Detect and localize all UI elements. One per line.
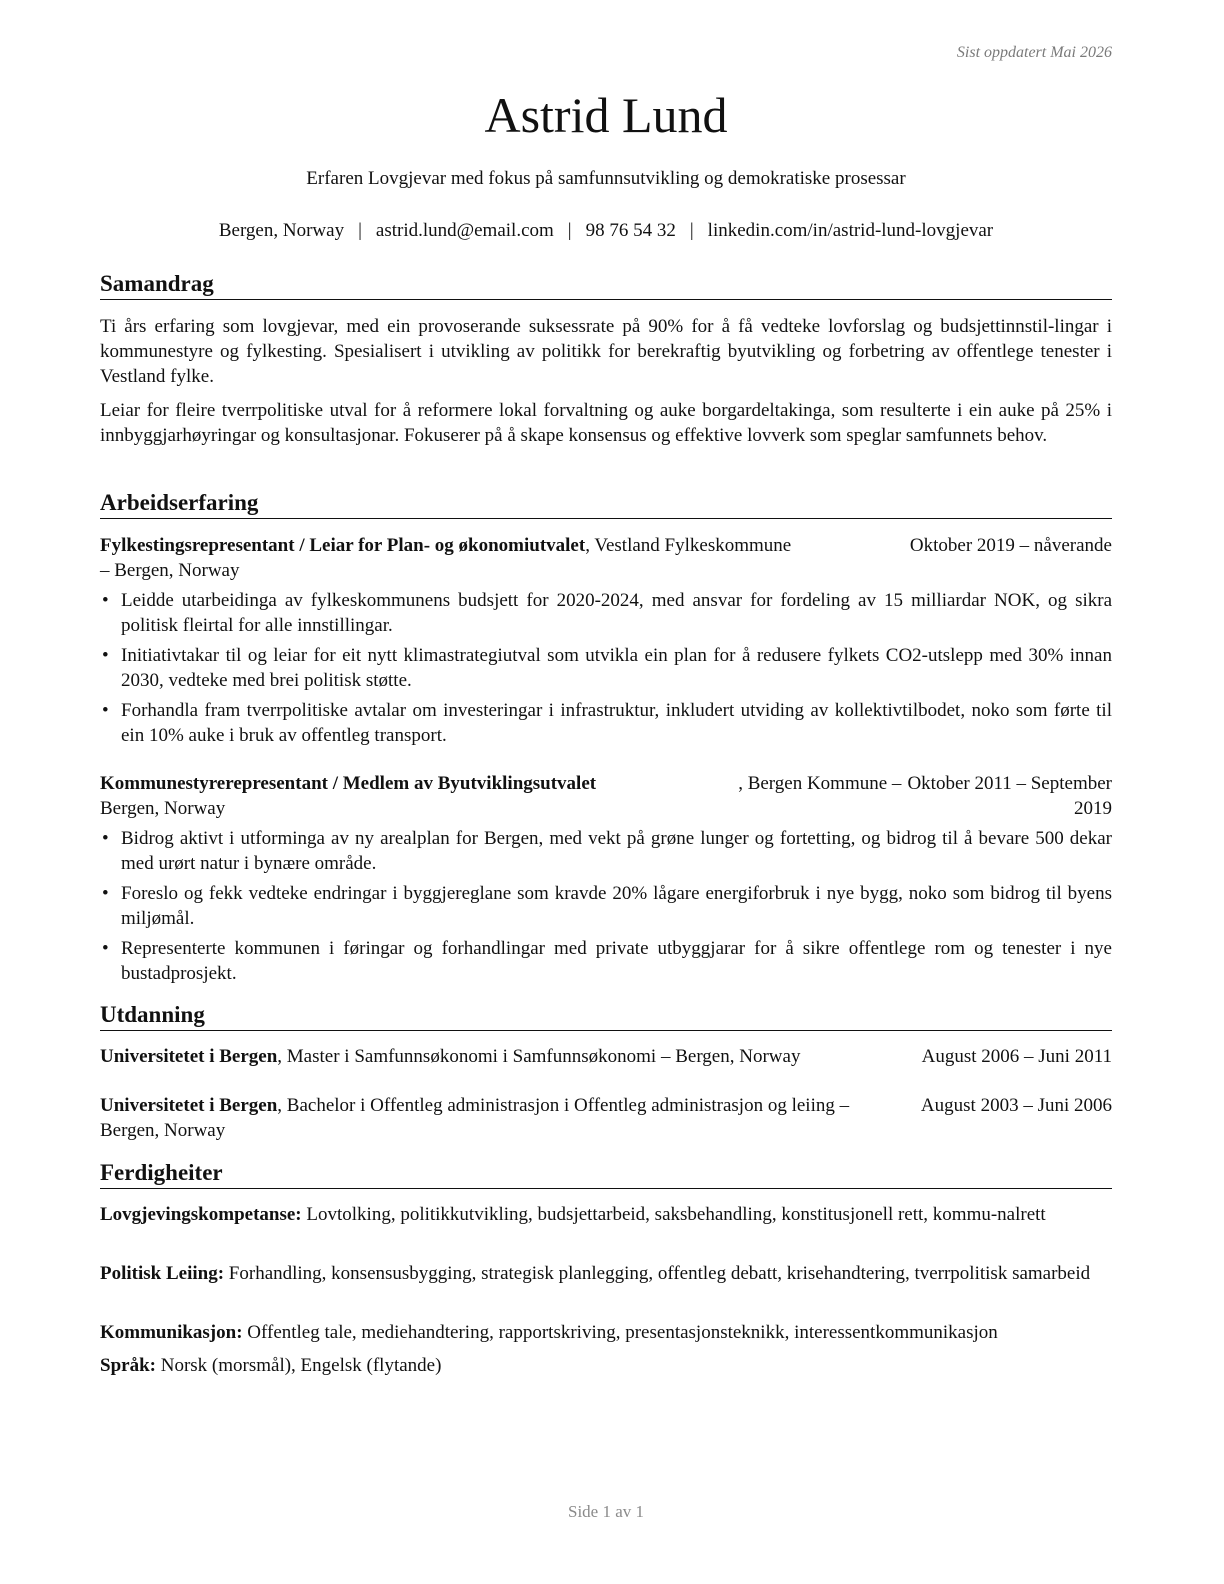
list-item: • Bidrog aktivt i utforminga av ny arealplan for Bergen, med vekt på grøne lunger og fortetting, og bidrog til å bevare 500 dekar med urørt natur i bynære område. <box>100 826 1112 876</box>
contact-email[interactable]: astrid.lund@email.com <box>375 220 554 241</box>
resume-page <box>100 0 1112 1584</box>
contact-phone: 98 76 54 32 <box>585 220 676 241</box>
experience-heading: Arbeidserfaring <box>100 489 1112 519</box>
job-location: Bergen, Norway <box>100 798 226 819</box>
list-item: • Leidde utarbeidinga av fylkeskommunens budsjett for 2020-2024, med ansvar for fordeling av 15 milliardar NOK, og sikra politisk fleirtal for alle innstillingar. <box>100 588 1112 638</box>
page-number: Side 1 av 1 <box>567 1502 645 1521</box>
last-updated: Sist oppdatert Mai 2026 <box>956 44 1112 61</box>
skill-label: Lovgjevingskompetanse: <box>100 1204 302 1225</box>
skills-heading: Ferdigheiter <box>100 1159 1112 1189</box>
skill-value: Norsk (morsmål), Engelsk (flytande) <box>155 1355 442 1376</box>
skill-value: Forhandling, konsensusbygging, strategisk planlegging, offentleg debatt, krisehandtering, tverrpolitisk samarbeid <box>224 1263 1091 1284</box>
job-header <box>100 533 1112 583</box>
job-dates: Oktober 2011 – September <box>907 773 1112 794</box>
summary-paragraph: Ti års erfaring som lovgjevar, med ein provoserande suksessrate på 90% for å få vedteke lovforslag og budsjettinnstil-lingar i kommunestyre og fylkesting. Spesialisert i utvikling av politikk for berekraftig byutvikling og forbetring av offentlege tenester i Vestland fylke. <box>100 316 1112 387</box>
contact-separator: | <box>689 220 694 241</box>
candidate-name: Astrid Lund <box>484 87 728 143</box>
list-item: • Initiativtakar til og leiar for eit nytt klimastrategiutval som utvikla ein plan for å redusere fylkets CO2-utslepp med 30% innan 2030, vedteke med brei politisk støtte. <box>100 643 1112 693</box>
education-school: Universitetet i Bergen <box>100 1046 278 1067</box>
skill-line <box>100 1353 1112 1378</box>
education-detail: , Master i Samfunnsøkonomi i Samfunnsøkonomi – Bergen, Norway <box>277 1046 801 1067</box>
job-role: Kommunestyrerepresentant / Medlem av Byutviklingsutvalet <box>100 773 597 794</box>
contact-linkedin[interactable]: linkedin.com/in/astrid-lund-lovgjevar <box>707 220 994 241</box>
list-item: • Representerte kommunen i føringar og forhandlingar med private utbyggjarar for å sikre offentlege rom og tenester i nye bustadprosjekt. <box>100 936 1112 986</box>
skill-label: Kommunikasjon: <box>100 1322 243 1343</box>
skill-line <box>100 1202 1112 1227</box>
job-role: Fylkestingsrepresentant / Leiar for Plan- og økonomiutvalet <box>100 535 586 556</box>
education-dates: August 2003 – Juni 2006 <box>915 1093 1112 1118</box>
contact-location: Bergen, Norway <box>218 220 345 241</box>
education-detail: , Bachelor i Offentleg administrasjon i Offentleg administrasjon og leiing – Bergen, Norway <box>100 1095 850 1141</box>
skill-label: Språk: <box>100 1355 156 1376</box>
skill-label: Politisk Leiing: <box>100 1263 225 1284</box>
job-dates: Oktober 2019 – nåverande <box>904 533 1112 558</box>
job-location: – Bergen, Norway <box>100 560 240 581</box>
education-dates: August 2006 – Juni 2011 <box>916 1044 1112 1069</box>
contact-separator: | <box>358 220 362 241</box>
job-dates-continued: 2019 <box>1074 798 1112 819</box>
skill-value: Lovtolking, politikkutvikling, budsjettarbeid, saksbehandling, konstitusjonell rett, kommu-nalrett <box>301 1204 1046 1225</box>
skill-line <box>100 1320 1112 1345</box>
job-bullets <box>100 588 1112 753</box>
education-school: Universitetet i Bergen <box>100 1095 278 1116</box>
list-item: • Foreslo og fekk vedteke endringar i byggjereglane som kravde 20% lågare energiforbruk i nye bygg, noko som bidrog til byens miljømål. <box>100 881 1112 931</box>
skill-value: Offentleg tale, mediehandtering, rapportskriving, presentasjonsteknikk, interessentkommunikasjon <box>242 1322 998 1343</box>
tagline: Erfaren Lovgjevar med fokus på samfunnsutvikling og demokratiske prosessar <box>306 168 906 189</box>
contact-line <box>100 220 1112 242</box>
job-bullets <box>100 826 1112 991</box>
list-item: • Forhandla fram tverrpolitiske avtalar om investeringar i infrastruktur, inkludert utviding av kollektivtilbodet, noko som førte til ein 10% auke i bruk av offentleg transport. <box>100 698 1112 748</box>
summary-paragraph: Leiar for fleire tverrpolitiske utval for å reformere lokal forvaltning og auke borgardeltakinga, som resulterte i ein auke på 25% i innbyggjarhøyringar og konsultasjonar. Fokuserer på å skape konsensus og effektive lovverk som speglar samfunnets behov. <box>100 400 1112 446</box>
job-organization: , Bergen Kommune – <box>738 773 902 794</box>
contact-separator: | <box>567 220 572 241</box>
skill-line <box>100 1261 1112 1286</box>
job-organization: , Vestland Fylkeskommune <box>585 535 792 556</box>
education-heading: Utdanning <box>100 1001 1112 1031</box>
education-entry <box>100 1093 1112 1143</box>
education-entry <box>100 1044 1112 1069</box>
job-header <box>100 771 1112 821</box>
summary-heading: Samandrag <box>100 270 1112 300</box>
